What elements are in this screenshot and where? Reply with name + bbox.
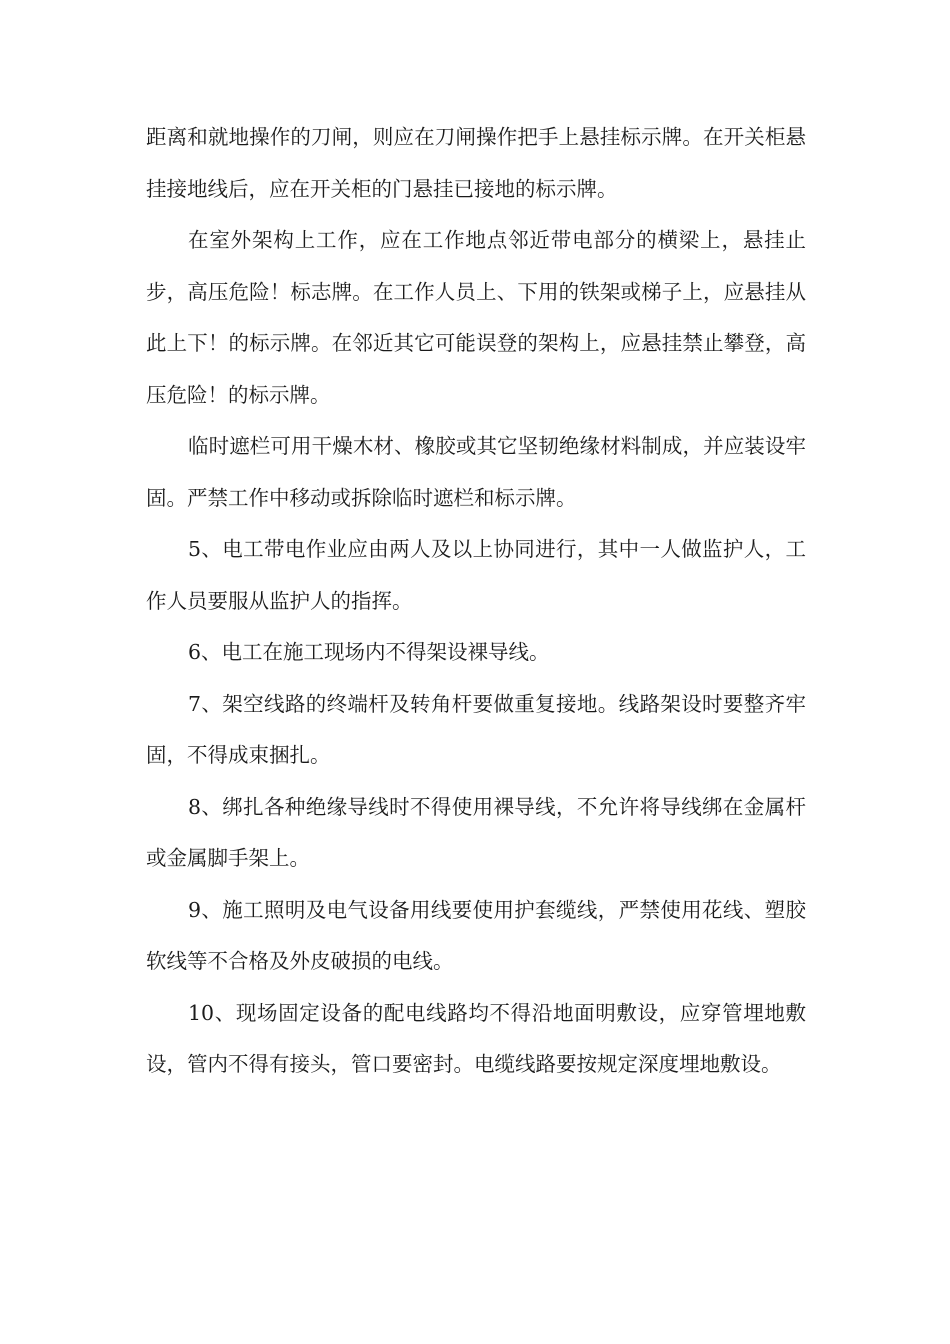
document-body xyxy=(146,112,806,1091)
paragraph-item-8: 8、绑扎各种绝缘导线时不得使用裸导线，不允许将导线绑在金属杆或金属脚手架上。 xyxy=(146,794,806,870)
paragraph-item-9: 9、施工照明及电气设备用线要使用护套缆线，严禁使用花线、塑胶软线等不合格及外皮破损的电线。 xyxy=(146,897,806,973)
paragraph-item-6: 6、电工在施工现场内不得架设裸导线。 xyxy=(188,640,550,664)
paragraph-item-7: 7、架空线路的终端杆及转角杆要做重复接地。线路架设时要整齐牢固，不得成束捆扎。 xyxy=(146,691,806,767)
paragraph-item-5: 5、电工带电作业应由两人及以上协同进行，其中一人做监护人，工作人员要服从监护人的指挥。 xyxy=(146,537,806,613)
paragraph-2: 在室外架构上工作，应在工作地点邻近带电部分的横梁上，悬挂止步，高压危险！标志牌。在工作人员上、下用的铁架或梯子上，应悬挂从此上下！的标示牌。在邻近其它可能误登的架构上，应悬挂禁止攀登，高压危险！的标示牌。 xyxy=(146,228,806,407)
paragraph-item-10: 10、现场固定设备的配电线路均不得沿地面明敷设，应穿管埋地敷设，管内不得有接头，管口要密封。电缆线路要按规定深度埋地敷设。 xyxy=(146,1000,806,1076)
paragraph-1: 距离和就地操作的刀闸，则应在刀闸操作把手上悬挂标示牌。在开关柜悬挂接地线后，应在开关柜的门悬挂已接地的标示牌。 xyxy=(146,125,806,201)
paragraph-3: 临时遮栏可用干燥木材、橡胶或其它坚韧绝缘材料制成，并应装设牢固。严禁工作中移动或拆除临时遮栏和标示牌。 xyxy=(146,434,806,510)
